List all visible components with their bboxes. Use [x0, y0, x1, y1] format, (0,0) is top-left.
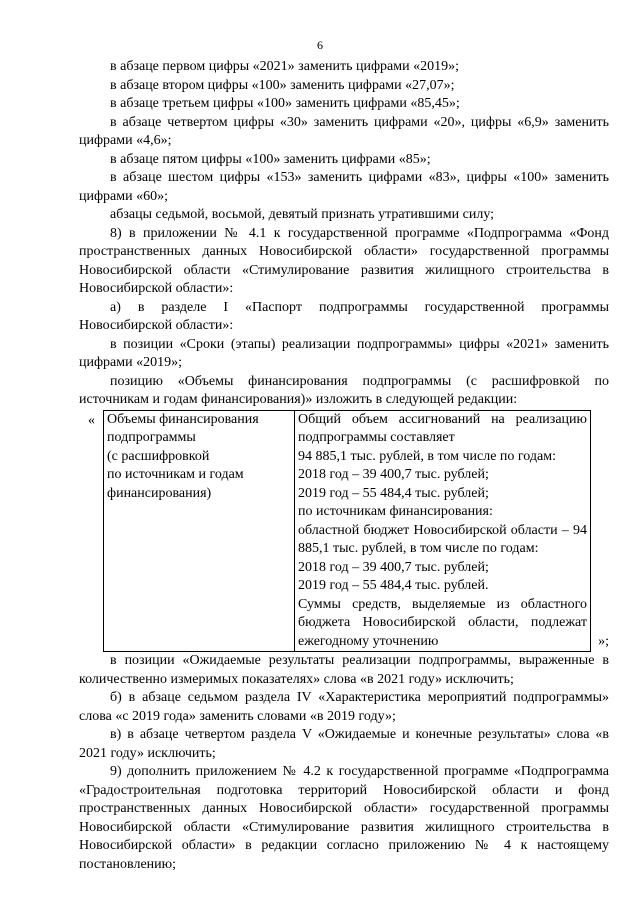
- paragraph: в абзаце четвертом цифры «30» заменить цифрами «20», цифры «6,9» заменить цифрами «4,6»;: [79, 114, 609, 148]
- paragraph: в абзаце первом цифры «2021» заменить цифрами «2019»;: [110, 59, 459, 74]
- open-quote: «: [88, 412, 95, 428]
- paragraph: позицию «Объемы финансирования подпрограммы (с расшифровкой по источникам и годам финансирования)» изложить в следующей редакции:: [79, 373, 609, 407]
- table-cell-value: [295, 410, 591, 652]
- table-cell-label: [104, 410, 295, 652]
- paragraph: а) в разделе I «Паспорт подпрограммы государственной программы Новосибирской области»:: [79, 299, 609, 333]
- cell-line: по источникам финансирования:: [298, 504, 493, 519]
- cell-line: 2018 год – 39 400,7 тыс. рублей;: [298, 467, 489, 482]
- cell-line: (с расшифровкой: [107, 448, 210, 464]
- cell-line: по источникам и годам: [107, 467, 244, 482]
- cell-line: финансирования): [107, 485, 212, 501]
- cell-line: 2019 год – 55 484,4 тыс. рублей;: [298, 485, 489, 501]
- cell-line: областной бюджет Новосибирской области – 94 885,1 тыс. рублей, в том числе по годам:: [298, 522, 587, 556]
- paragraph: в) в абзаце четвертом раздела V «Ожидаемые и конечные результаты» слова «в 2021 году» исключить;: [79, 727, 609, 761]
- page-number: 6: [317, 38, 323, 52]
- paragraph: в абзаце пятом цифры «100» заменить цифрами «85»;: [110, 151, 431, 167]
- paragraph: в абзаце втором цифры «100» заменить цифрами «27,07»;: [110, 77, 455, 93]
- paragraph: б) в абзаце седьмом раздела IV «Характеристика мероприятий подпрограммы» слова «с 2019 года» заменить словами «в 2019 году»;: [79, 690, 609, 724]
- paragraph: в позиции «Ожидаемые результаты реализации подпрограммы, выраженные в количественно измеримых показателях» слова «в 2021 году» исключить;: [79, 653, 609, 687]
- cell-line: Общий объем ассигнований на реализацию подпрограммы составляет: [298, 411, 587, 445]
- document-body: [79, 58, 609, 874]
- table-row: [104, 410, 591, 652]
- cell-line: 2018 год – 39 400,7 тыс. рублей;: [298, 559, 489, 575]
- paragraph: абзацы седьмой, восьмой, девятый признать утратившими силу;: [110, 207, 495, 222]
- cell-line: подпрограммы: [107, 430, 196, 445]
- paragraph: в позиции «Сроки (этапы) реализации подпрограммы» цифры «2021» заменить цифрами «2019»;: [79, 336, 609, 370]
- paragraph: в абзаце третьем цифры «100» заменить цифрами «85,45»;: [110, 96, 460, 111]
- cell-line: Объемы финансирования: [107, 411, 259, 427]
- cell-line: 2019 год – 55 484,4 тыс. рублей.: [298, 578, 489, 593]
- cell-line: Суммы средств, выделяемые из областного бюджета Новосибирской области, подлежат ежегодному уточнению: [298, 596, 587, 649]
- close-quote: »;: [598, 633, 609, 649]
- financing-table-block: [79, 410, 609, 653]
- paragraph: 8) в приложении № 4.1 к государственной программе «Подпрограмма «Фонд пространственных данных Новосибирской области» государственной программы Новосибирской области «Стимулирование развития жилищного строительства в Новосибирской области»:: [79, 225, 609, 296]
- paragraph: 9) дополнить приложением № 4.2 к государственной программе «Подпрограмма «Градостроительная подготовка территорий Новосибирской области и фонд пространственных данных Новосибирской области» государственной программы Новосибирской области «Стимулирование развития жилищного строительства в Новосибирской области» в редакции согласно приложению № 4 к настоящему постановлению;: [79, 764, 609, 872]
- financing-table: [103, 410, 591, 653]
- paragraph: в абзаце шестом цифры «153» заменить цифрами «83», цифры «100» заменить цифрами «60»;: [79, 170, 609, 204]
- cell-line: 94 885,1 тыс. рублей, в том числе по годам:: [298, 448, 556, 464]
